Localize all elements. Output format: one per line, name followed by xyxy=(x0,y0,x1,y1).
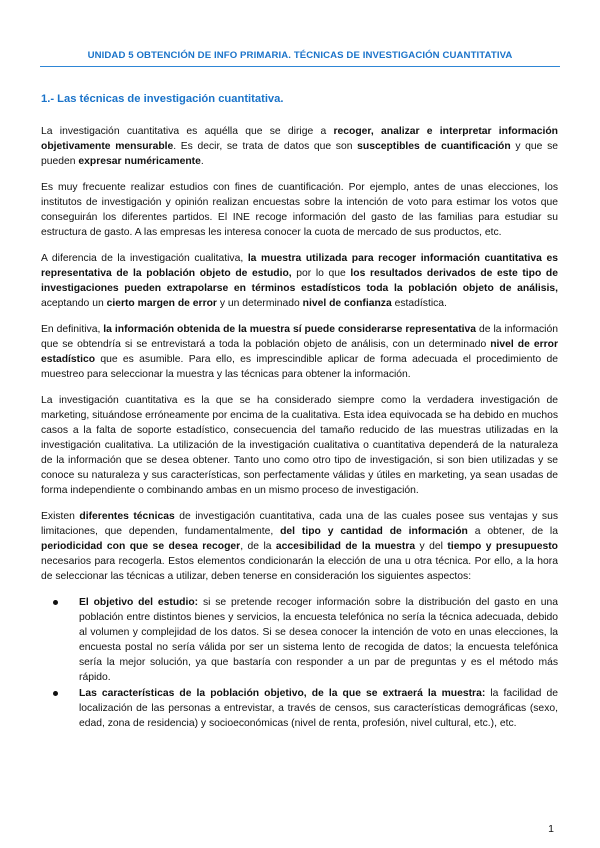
p6-text-i: y del xyxy=(415,541,448,552)
p1-text-g: . xyxy=(200,156,204,167)
p3-text-c: por lo que xyxy=(291,268,351,279)
p6-bold-d: del tipo y cantidad de información xyxy=(280,526,468,537)
paragraph-5: La investigación cuantitativa es la que se ha considerado siempre como la verdadera investigación de marketing, situándose erróneamente por encima de la cualitativa. Esta idea equivocada se ha debido en muchos casos a la falta de soporte estadístico, consecuencia del tamaño reducido de las muestras utilizadas en la investigación cualitativa. La utilización de la investigación cualitativa o cuantitativa dependerá de la naturaleza de la información que se desea obtener. Tanto uno como otro tipo de investigación, si son bien utilizadas y se conoce su naturaleza y sus características, son perfectamente válidas y útiles en marketing, ya sean usadas de forma independiente o combinando ambas en un mismo proceso de investigación. xyxy=(41,395,558,496)
p1-bold-b: recoger, analizar e interpretar información objetivamente mensurable xyxy=(41,126,558,152)
bullet-2-text: la facilidad de localización de las personas a entrevistar, a través de censos, sus características demográficas (sexo, edad, zona de residencia) y socioeconómicas (nivel de renta, profesión, nivel cultural, etc.), etc. xyxy=(79,688,558,729)
body-text xyxy=(41,124,558,732)
bullet-2-heading: Las características de la población objetivo, de la que se extraerá la muestra: xyxy=(79,688,486,699)
p6-bold-j: tiempo y presupuesto xyxy=(447,541,558,552)
p1-text-e: y que se pueden xyxy=(41,141,558,167)
p4-bold-d: nivel de error estadístico xyxy=(41,339,558,365)
list-item xyxy=(79,595,558,685)
p6-text-a: Existen xyxy=(41,511,80,522)
p6-text-c: de investigación cuantitativa, cada una de las cuales posee sus ventajas y sus limitaciones, que dependen, fundamentalmente, xyxy=(41,511,558,537)
unit-header: UNIDAD 5 OBTENCIÓN DE INFO PRIMARIA. TÉCNICAS DE INVESTIGACIÓN CUANTITATIVA xyxy=(87,50,513,61)
p3-text-e: aceptando un xyxy=(41,298,107,309)
p3-text-g: y un determinado xyxy=(216,298,303,309)
p6-text-e: a obtener, de la xyxy=(467,526,558,537)
p1-text-a: La investigación cuantitativa es aquélla que se dirige a xyxy=(41,126,334,137)
p1-bold-f: expresar numéricamente xyxy=(78,156,201,167)
p3-bold-b: la muestra utilizada para recoger información cuantitativa es representativa de la población objeto de estudio, xyxy=(41,253,559,279)
bullet-dot-icon xyxy=(53,600,58,605)
paragraph-1 xyxy=(41,124,558,169)
p4-bold-b: la información obtenida de la muestra sí puede considerarse representativa xyxy=(103,324,477,335)
p3-bold-d: los resultados derivados de este tipo de investigaciones pueden extrapolarse en términos estadísticos toda la población objeto de análisis, xyxy=(41,268,558,294)
paragraph-3 xyxy=(41,251,558,311)
p6-bold-h: accesibilidad de la muestra xyxy=(275,541,416,552)
paragraph-4 xyxy=(41,322,558,382)
p4-text-e: que es asumible. Para ello, es imprescindible aplicar de forma adecuada el procedimiento de muestreo para seleccionar la muestra y las técnicas para obtener la información. xyxy=(41,354,558,380)
p6-bold-f: periodicidad con que se desea recoger xyxy=(41,541,241,552)
p6-bold-b: diferentes técnicas xyxy=(79,511,175,522)
p3-text-i: estadística. xyxy=(391,298,447,309)
paragraph-6 xyxy=(41,509,558,584)
p3-text-a: A diferencia de la investigación cualitativa, xyxy=(41,253,248,264)
header-divider xyxy=(40,66,560,67)
p4-text-a: En definitiva, xyxy=(41,324,104,335)
page-number: 1 xyxy=(548,823,554,835)
paragraph-2: Es muy frecuente realizar estudios con fines de cuantificación. Por ejemplo, antes de unas elecciones, los institutos de investigación y opinión realizan encuestas sobre la intención de voto para estimar los votos que conseguirán los diferentes partidos. El INE recoge información del gasto de las familias para estudiar su estructura de gasto. A las empresas les interesa conocer la cuota de mercado de sus productos, etc. xyxy=(41,182,558,238)
p4-text-c: de la información que se obtendría si se entrevistará a toda la población objeto de análisis, con un determinado xyxy=(41,324,558,350)
p6-text-k: necesarios para recogerla. Estos elementos condicionarán la elección de una u otra técnica. Por ello, a la hora de seleccionar las técnicas a utilizar, deben tenerse en consideración los siguientes aspectos: xyxy=(41,556,558,582)
p3-bold-f: cierto margen de error xyxy=(106,298,217,309)
list-item xyxy=(79,686,558,731)
aspects-list xyxy=(41,595,558,731)
p6-text-g: , de la xyxy=(240,541,276,552)
bullet-dot-icon xyxy=(53,691,58,696)
p1-text-c: . Es decir, se trata de datos que son xyxy=(173,141,358,152)
bullet-1-text: si se pretende recoger información sobre la distribución del gasto en una población entre distintos bienes y servicios, la encuesta telefónica no sería la técnica adecuada, debido al volumen y complejidad de los datos. Si se desea conocer la intención de voto en unas elecciones, la encuesta postal no sería válida por ser un sistema lento de recogida de datos; la encuesta telefónica sería la mejor solución, ya que bastaría con responder a un par de preguntas y es el método más rápido. xyxy=(79,597,559,683)
section-title: 1.- Las técnicas de investigación cuantitativa. xyxy=(41,93,284,105)
p1-bold-d: susceptibles de cuantificación xyxy=(357,141,511,152)
p3-bold-h: nivel de confianza xyxy=(302,298,392,309)
bullet-1-heading: El objetivo del estudio: xyxy=(79,597,199,608)
